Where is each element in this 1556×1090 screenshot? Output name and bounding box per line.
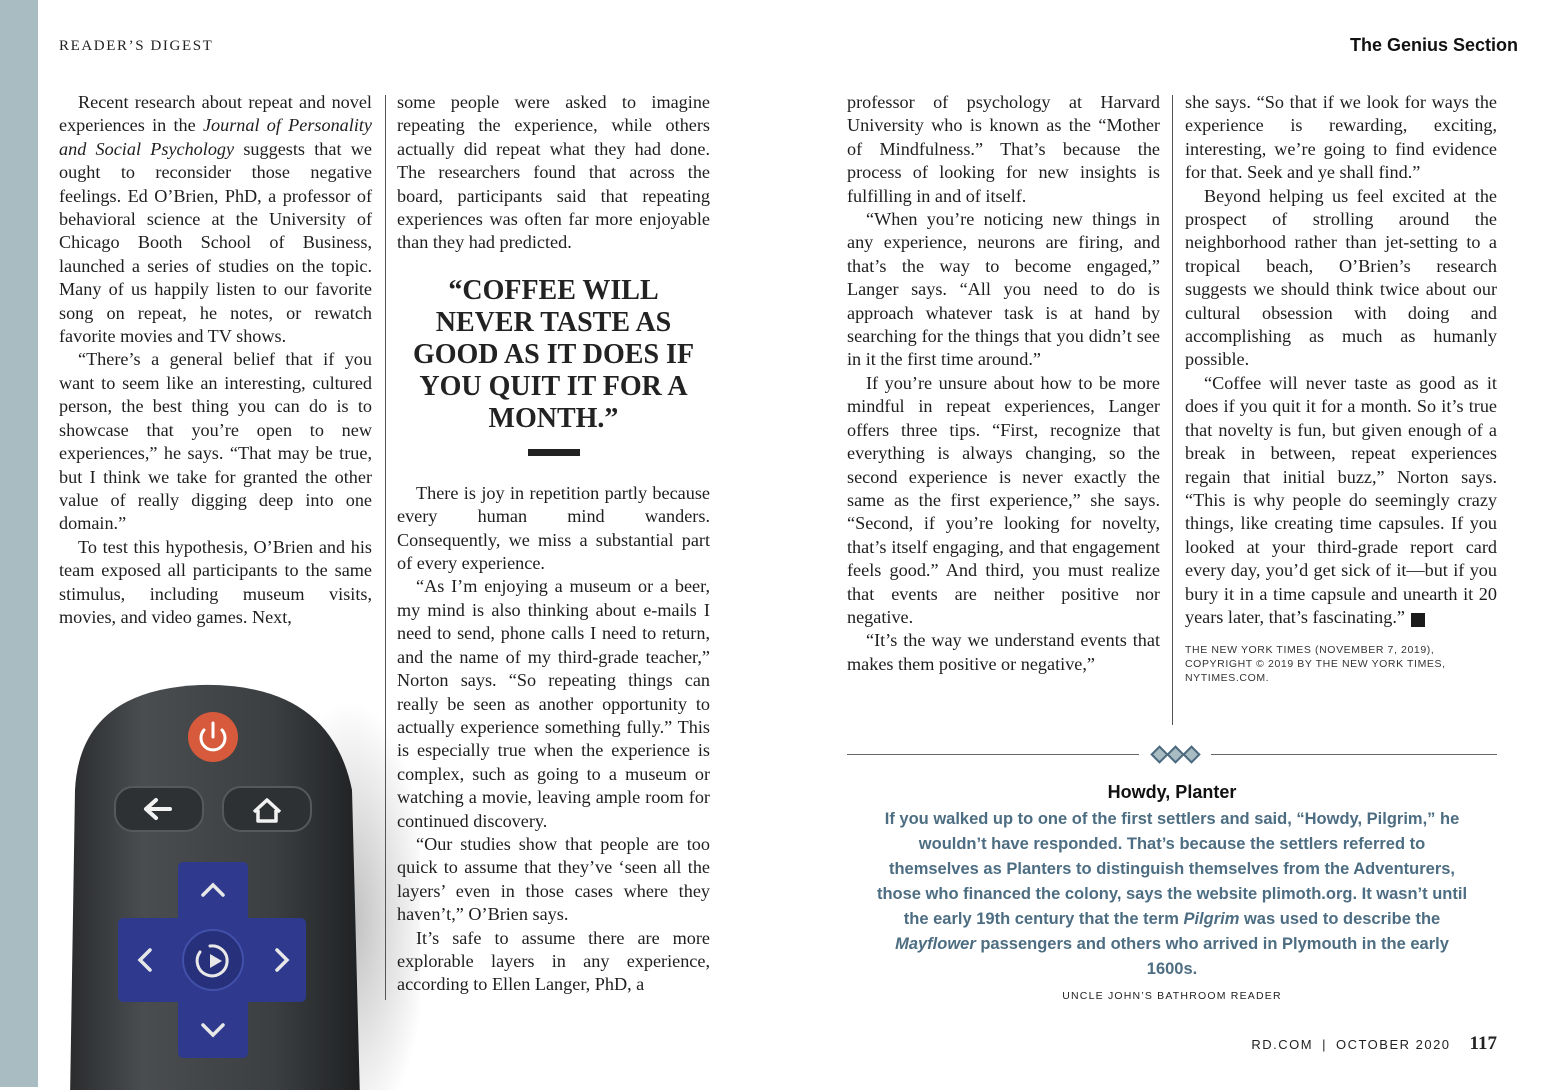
tv-remote-illustration: [60, 660, 420, 1090]
article-column-2: [397, 91, 710, 997]
page-footer: [1251, 1033, 1497, 1055]
running-head: READER’S DIGEST: [59, 38, 214, 54]
paragraph: “It’s the way we understand events that makes them positive or negative,”: [847, 630, 1160, 674]
paragraph: some people were asked to imagine repeating the experience, while others actually did repeat what they had done. The researchers found that across the board, participants said that repeating experiences was often far more enjoyable than they had predicted.: [397, 92, 710, 253]
end-mark-icon: R: [1411, 613, 1425, 627]
home-button: [223, 787, 311, 831]
footer-separator: |: [1322, 1037, 1327, 1052]
pull-quote: “COFFEE WILL NEVER TASTE AS GOOD AS IT DOES IF YOU QUIT IT FOR A MONTH.”: [412, 274, 695, 434]
paragraph: It’s safe to assume there are more explorable layers in any experience, according to Ellen Langer, PhD, a: [397, 927, 710, 995]
left-color-band: [0, 0, 38, 1087]
pull-quote-bar: [528, 449, 580, 456]
paragraph: “Coffee will never taste as good as it does if you quit it for a month. So it’s true that novelty is fun, but given enough of a break in between, repeat experiences regain that initial buzz,” Norton says. “This is why people do seemingly crazy things, like creating time capsules. If you looked at your third-grade report card every day, you’d get sick of it—but if you bury it in a time capsule and unearth it 20 years later, that’s fascinating.” R: [1185, 372, 1497, 627]
article-column-1: [59, 91, 372, 629]
footer-issue: OCTOBER 2020: [1335, 1037, 1451, 1052]
article-column-4: [1185, 91, 1497, 685]
sidebar-box: [847, 782, 1497, 1002]
sidebar-title: Howdy, Planter: [1107, 782, 1237, 802]
paragraph: “When you’re noticing new things in any experience, neurons are firing, and that’s the way to become engaged,” Langer says. “All you need to do is approach whatever task is at hand by searching for the things that you didn’t see in it the first time around.”: [847, 209, 1160, 370]
article-column-3: [847, 91, 1160, 676]
paragraph: “There’s a general belief that if you want to seem like an interesting, cultured person, the best thing you can do is to showcase that you’re open to new experiences,” he says. “That may be true, but I think we take for granted the other value of really digging deep into one domain.”: [59, 349, 372, 534]
sidebar-body: If you walked up to one of the first settlers and said, “Howdy, Pilgrim,” he wouldn’t have responded. That’s because the settlers referred to themselves as Planters to distinguish themselves from the Adventurers, those who financed the colony, says the website plimoth.org. It wasn’t until the early 19th century that the term Pilgrim was used to describe the Mayflower passengers and others who arrived in Plymouth in the early 1600s.: [876, 810, 1468, 978]
paragraph: Beyond helping us feel excited at the prospect of strolling around the neighborhood rather than jet-setting to a tropical beach, O’Brien’s research suggests we should think twice about our cultural obsession with doing and accomplishing as much as humanly possible.: [1185, 185, 1497, 370]
paragraph: If you’re unsure about how to be more mindful in repeat experiences, Langer offers three tips. “First, recognize that everything is always changing, so the second experience is never exactly the same as the first experience,” she says. “Second, if you’re looking for novelty, that’s itself engaging, and that engagement feels good.” And third, you must realize that events are neither positive nor negative.: [847, 372, 1160, 627]
paragraph: There is joy in repetition partly because every human mind wanders. Consequently, we miss a substantial part of every experience.: [397, 482, 710, 574]
paragraph: Recent research about repeat and novel experiences in the Journal of Personality and Social Psychology suggests that we ought to reconsider those negative feelings. Ed O’Brien, PhD, a professor of behavioral science at the University of Chicago Booth School of Business, launched a series of studies on the topic. Many of us happily listen to our favorite song on repeat, he notes, or rewatch favorite movies and TV shows.: [59, 92, 373, 347]
paragraph: professor of psychology at Harvard University who is known as the “Mother of Mindfulness.” That’s because the process of looking for new insights is fulfilling in and of itself.: [847, 92, 1160, 206]
page-number: 117: [1469, 1033, 1497, 1054]
footer-site: RD.COM: [1251, 1037, 1314, 1052]
column-rule: [385, 95, 386, 1000]
paragraph: she says. “So that if we look for ways the experience is rewarding, exciting, interesting, we’re going to find evidence for that. Seek and ye shall find.”: [1185, 92, 1497, 183]
paragraph: “Our studies show that people are too quick to assume that they’ve ‘seen all the layers’ even in those cases where they haven’t,” O’Brien says.: [397, 833, 710, 925]
column-rule: [1172, 95, 1173, 725]
paragraph: To test this hypothesis, O’Brien and his team exposed all participants to the same stimulus, including museum visits, movies, and video games. Next,: [59, 536, 372, 627]
section-name: The Genius Section: [1349, 35, 1518, 55]
divider-ornament: [1139, 744, 1211, 764]
sidebar-source: UNCLE JOHN’S BATHROOM READER: [1062, 990, 1282, 1002]
source-credit: THE NEW YORK TIMES (NOVEMBER 7, 2019), COPYRIGHT © 2019 BY THE NEW YORK TIMES, NYTIMES.COM.: [1185, 644, 1446, 685]
diamond-icon: [1182, 745, 1200, 763]
paragraph: “As I’m enjoying a museum or a beer, my mind is also thinking about e-mails I need to send, phone calls I need to return, and the name of my third-grade teacher,” Norton says. “So repeating things can really be seen as another opportunity to actually experience something fully.” This is especially true when the experience is complex, such as going to a museum or watching a movie, leaving ample room for continued discovery.: [397, 576, 710, 831]
